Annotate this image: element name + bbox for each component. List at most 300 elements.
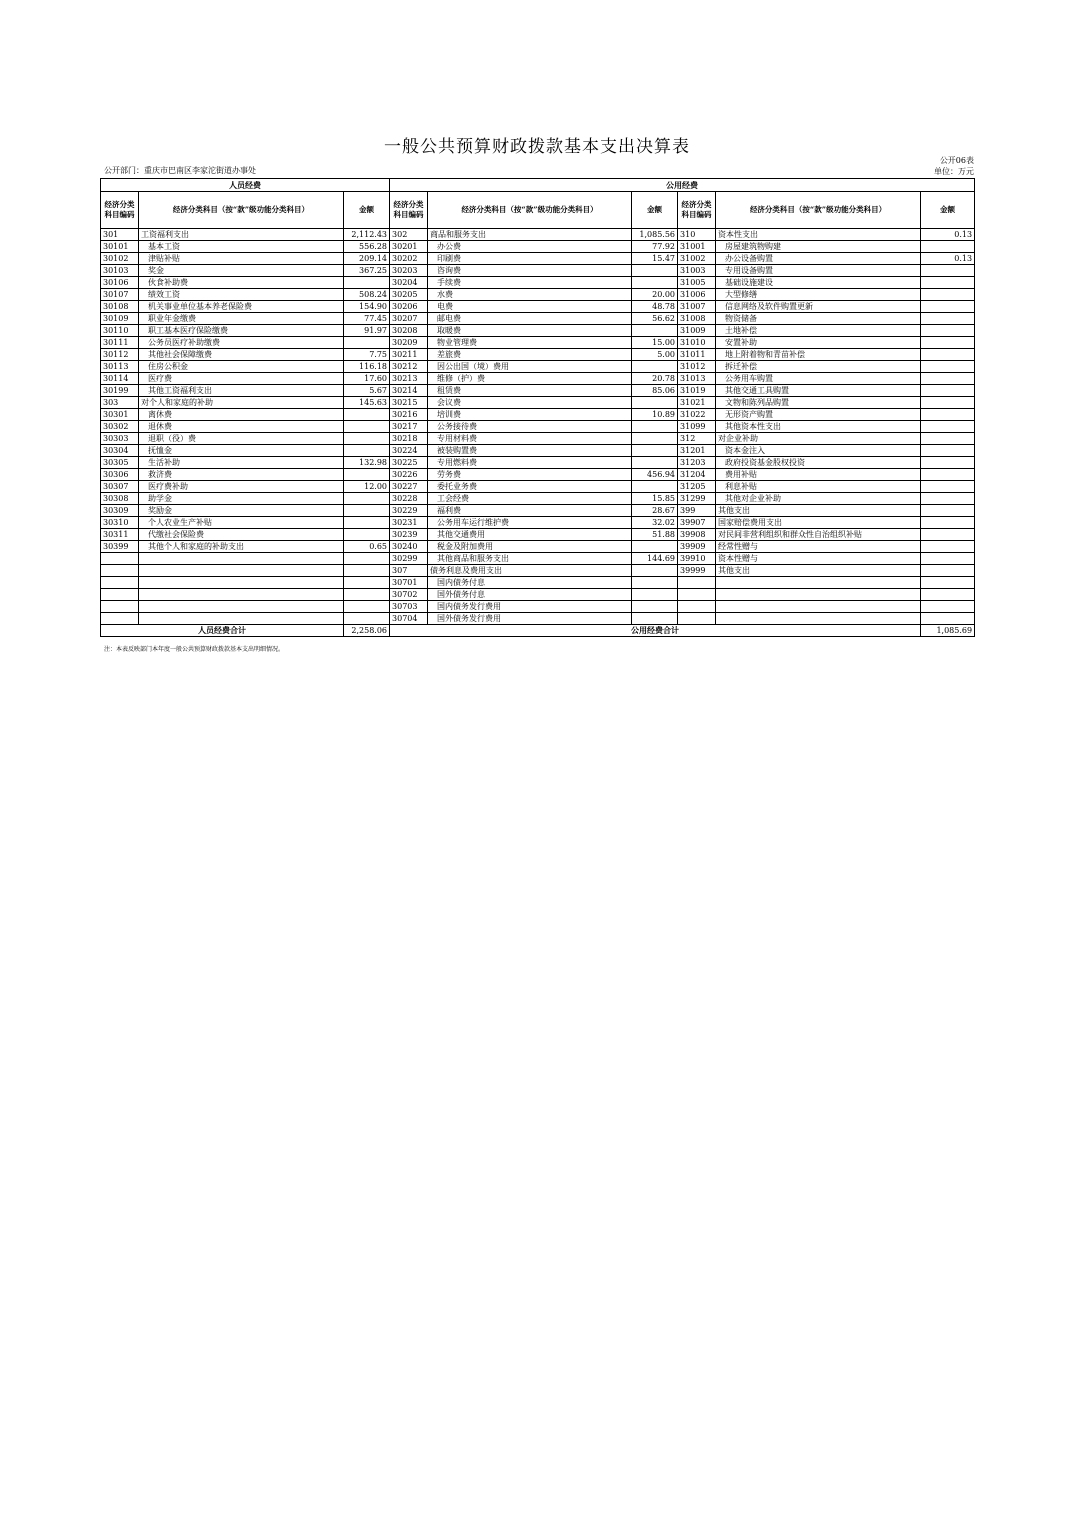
cell-amount: [344, 337, 390, 349]
cell-code: 30208: [390, 325, 428, 337]
cell-amount: [921, 349, 975, 361]
cell-code: 30218: [390, 433, 428, 445]
cell-name: 其他支出: [716, 505, 921, 517]
cell-code: 30202: [390, 253, 428, 265]
cell-code: 30310: [101, 517, 139, 529]
cell-amount: 91.97: [344, 325, 390, 337]
cell-code: 30205: [390, 289, 428, 301]
cell-amount: [921, 325, 975, 337]
cell-code: 310: [678, 229, 716, 241]
cell-amount: 0.65: [344, 541, 390, 553]
table-row: [101, 385, 975, 397]
cell-name: 国外债务发行费用: [428, 613, 632, 625]
cell-amount: [632, 433, 678, 445]
col-code-header: 经济分类科目编码: [101, 192, 139, 229]
cell-name: 地上附着物和青苗补偿: [716, 349, 921, 361]
cell-name: 大型修缮: [716, 289, 921, 301]
cell-amount: [344, 553, 390, 565]
cell-amount: [632, 265, 678, 277]
cell-name: [139, 565, 344, 577]
cell-code: [678, 589, 716, 601]
cell-amount: [921, 553, 975, 565]
cell-name: 电费: [428, 301, 632, 313]
cell-code: 31201: [678, 445, 716, 457]
cell-amount: [632, 577, 678, 589]
cell-amount: [921, 361, 975, 373]
cell-name: 培训费: [428, 409, 632, 421]
col-name-header: 经济分类科目（按“款”级功能分类科目）: [716, 192, 921, 229]
table-row: [101, 565, 975, 577]
cell-amount: [632, 457, 678, 469]
cell-code: 30302: [101, 421, 139, 433]
cell-amount: 17.60: [344, 373, 390, 385]
cell-code: 30303: [101, 433, 139, 445]
cell-amount: [632, 565, 678, 577]
cell-name: 土地补偿: [716, 325, 921, 337]
cell-amount: [921, 577, 975, 589]
cell-name: 物业管理费: [428, 337, 632, 349]
cell-amount: 77.92: [632, 241, 678, 253]
cell-amount: [344, 445, 390, 457]
cell-code: 30306: [101, 469, 139, 481]
cell-amount: [921, 433, 975, 445]
public-total-label: 公用经费合计: [390, 625, 921, 637]
table-row: [101, 337, 975, 349]
col-code-header: 经济分类科目编码: [678, 192, 716, 229]
table-row: [101, 373, 975, 385]
cell-code: 301: [101, 229, 139, 241]
cell-code: 31099: [678, 421, 716, 433]
table-row: [101, 409, 975, 421]
cell-amount: 132.98: [344, 457, 390, 469]
cell-code: 30204: [390, 277, 428, 289]
cell-code: 39910: [678, 553, 716, 565]
cell-name: 债务利息及费用支出: [428, 565, 632, 577]
cell-name: 其他工资福利支出: [139, 385, 344, 397]
cell-name: 委托业务费: [428, 481, 632, 493]
cell-amount: 209.14: [344, 253, 390, 265]
cell-name: [716, 601, 921, 613]
cell-code: 30106: [101, 277, 139, 289]
cell-amount: [632, 589, 678, 601]
group-header-public: 公用经费: [390, 179, 975, 192]
cell-amount: [344, 277, 390, 289]
cell-code: 31022: [678, 409, 716, 421]
col-code-header: 经济分类科目编码: [390, 192, 428, 229]
cell-amount: 0.13: [921, 253, 975, 265]
cell-name: [716, 577, 921, 589]
cell-amount: [921, 313, 975, 325]
cell-code: 31012: [678, 361, 716, 373]
cell-name: 国家赔偿费用支出: [716, 517, 921, 529]
cell-amount: 367.25: [344, 265, 390, 277]
cell-name: 医疗费补助: [139, 481, 344, 493]
cell-amount: 20.78: [632, 373, 678, 385]
cell-name: 差旅费: [428, 349, 632, 361]
cell-code: 30227: [390, 481, 428, 493]
cell-code: 302: [390, 229, 428, 241]
cell-name: 对民间非营利组织和群众性自治组织补贴: [716, 529, 921, 541]
cell-code: 30207: [390, 313, 428, 325]
col-name-header: 经济分类科目（按“款”级功能分类科目）: [428, 192, 632, 229]
cell-name: 医疗费: [139, 373, 344, 385]
cell-amount: [921, 385, 975, 397]
cell-code: 30217: [390, 421, 428, 433]
cell-code: 30103: [101, 265, 139, 277]
footnote: 注：本表反映部门本年度一般公共预算财政拨款基本支出明细情况。: [104, 646, 285, 653]
cell-amount: [921, 565, 975, 577]
cell-code: 30239: [390, 529, 428, 541]
cell-name: 被装购置费: [428, 445, 632, 457]
cell-amount: [921, 589, 975, 601]
cell-name: 其他社会保障缴费: [139, 349, 344, 361]
cell-name: 绩效工资: [139, 289, 344, 301]
form-number: 公开06表: [939, 156, 974, 165]
cell-amount: [921, 397, 975, 409]
cell-code: 31204: [678, 469, 716, 481]
cell-code: 30305: [101, 457, 139, 469]
cell-name: [716, 613, 921, 625]
cell-amount: 456.94: [632, 469, 678, 481]
cell-code: 30110: [101, 325, 139, 337]
cell-code: 30226: [390, 469, 428, 481]
cell-code: 30703: [390, 601, 428, 613]
cell-code: 30702: [390, 589, 428, 601]
cell-amount: [344, 433, 390, 445]
cell-code: 30701: [390, 577, 428, 589]
cell-amount: 10.89: [632, 409, 678, 421]
table-row: [101, 517, 975, 529]
cell-amount: 32.02: [632, 517, 678, 529]
cell-name: 办公费: [428, 241, 632, 253]
cell-amount: [921, 601, 975, 613]
cell-code: 303: [101, 397, 139, 409]
col-name-header: 经济分类科目（按“款”级功能分类科目）: [139, 192, 344, 229]
cell-code: 30215: [390, 397, 428, 409]
cell-name: 文物和陈列品购置: [716, 397, 921, 409]
cell-amount: [344, 601, 390, 613]
cell-code: 31013: [678, 373, 716, 385]
cell-amount: [632, 277, 678, 289]
cell-code: [678, 601, 716, 613]
cell-code: 31203: [678, 457, 716, 469]
cell-code: [101, 577, 139, 589]
cell-name: 邮电费: [428, 313, 632, 325]
cell-name: 手续费: [428, 277, 632, 289]
cell-code: 307: [390, 565, 428, 577]
cell-name: 房屋建筑物购建: [716, 241, 921, 253]
table-row: [101, 301, 975, 313]
cell-name: 奖励金: [139, 505, 344, 517]
cell-amount: 2,112.43: [344, 229, 390, 241]
cell-amount: [921, 493, 975, 505]
cell-amount: [921, 457, 975, 469]
cell-amount: 556.28: [344, 241, 390, 253]
table-row: [101, 313, 975, 325]
cell-amount: [921, 481, 975, 493]
cell-amount: 5.67: [344, 385, 390, 397]
col-amount-header: 金额: [344, 192, 390, 229]
cell-name: 信息网络及软件购置更新: [716, 301, 921, 313]
cell-code: 30299: [390, 553, 428, 565]
cell-amount: 12.00: [344, 481, 390, 493]
cell-name: 其他商品和服务支出: [428, 553, 632, 565]
cell-amount: [344, 565, 390, 577]
cell-name: 对企业补助: [716, 433, 921, 445]
cell-name: 水费: [428, 289, 632, 301]
cell-amount: [344, 469, 390, 481]
cell-code: 30240: [390, 541, 428, 553]
cell-name: 税金及附加费用: [428, 541, 632, 553]
table-row: [101, 601, 975, 613]
cell-name: 资本性赠与: [716, 553, 921, 565]
cell-code: 31299: [678, 493, 716, 505]
cell-name: 助学金: [139, 493, 344, 505]
cell-code: 31011: [678, 349, 716, 361]
table-row: [101, 253, 975, 265]
cell-name: [139, 613, 344, 625]
cell-name: 其他交通工具购置: [716, 385, 921, 397]
cell-code: [101, 589, 139, 601]
cell-name: 对个人和家庭的补助: [139, 397, 344, 409]
cell-code: 30309: [101, 505, 139, 517]
cell-name: 其他对企业补助: [716, 493, 921, 505]
cell-amount: [921, 517, 975, 529]
col-amount-header: 金额: [632, 192, 678, 229]
cell-name: 无形资产购置: [716, 409, 921, 421]
cell-amount: [921, 373, 975, 385]
cell-name: 专用设备购置: [716, 265, 921, 277]
cell-code: 30213: [390, 373, 428, 385]
cell-code: [678, 613, 716, 625]
table-row: [101, 457, 975, 469]
table-row: [101, 433, 975, 445]
cell-amount: 56.62: [632, 313, 678, 325]
cell-name: 经常性赠与: [716, 541, 921, 553]
table-row: [101, 229, 975, 241]
cell-code: 31001: [678, 241, 716, 253]
cell-amount: [632, 397, 678, 409]
cell-name: 工资福利支出: [139, 229, 344, 241]
cell-code: 30216: [390, 409, 428, 421]
cell-name: 取暖费: [428, 325, 632, 337]
cell-amount: [921, 469, 975, 481]
cell-amount: [344, 589, 390, 601]
cell-name: 基础设施建设: [716, 277, 921, 289]
cell-code: 31009: [678, 325, 716, 337]
cell-name: 其他资本性支出: [716, 421, 921, 433]
cell-code: 31006: [678, 289, 716, 301]
cell-amount: 15.47: [632, 253, 678, 265]
cell-code: 31007: [678, 301, 716, 313]
cell-amount: [921, 529, 975, 541]
cell-name: 工会经费: [428, 493, 632, 505]
cell-code: 31205: [678, 481, 716, 493]
cell-name: 公务员医疗补助缴费: [139, 337, 344, 349]
public-total-value: 1,085.69: [921, 625, 975, 637]
cell-amount: 28.67: [632, 505, 678, 517]
expenditure-table: [100, 178, 975, 637]
cell-name: 基本工资: [139, 241, 344, 253]
cell-name: 利息补贴: [716, 481, 921, 493]
table-row: [101, 553, 975, 565]
table-row: [101, 361, 975, 373]
cell-name: 专用材料费: [428, 433, 632, 445]
cell-code: 30214: [390, 385, 428, 397]
cell-name: 劳务费: [428, 469, 632, 481]
cell-amount: [921, 289, 975, 301]
cell-amount: 85.06: [632, 385, 678, 397]
cell-amount: 51.88: [632, 529, 678, 541]
cell-name: 伙食补助费: [139, 277, 344, 289]
cell-code: [101, 613, 139, 625]
cell-code: 30211: [390, 349, 428, 361]
cell-code: 30108: [101, 301, 139, 313]
personnel-total-value: 2,258.06: [344, 625, 390, 637]
table-row: [101, 577, 975, 589]
cell-name: 其他交通费用: [428, 529, 632, 541]
cell-code: 30206: [390, 301, 428, 313]
cell-code: 30231: [390, 517, 428, 529]
cell-name: 国内债务付息: [428, 577, 632, 589]
cell-name: 商品和服务支出: [428, 229, 632, 241]
cell-name: 物资储备: [716, 313, 921, 325]
col-amount-header: 金额: [921, 192, 975, 229]
cell-amount: [632, 361, 678, 373]
table-row: [101, 241, 975, 253]
table-row: [101, 421, 975, 433]
cell-code: 30101: [101, 241, 139, 253]
cell-code: 30203: [390, 265, 428, 277]
cell-amount: [921, 241, 975, 253]
cell-code: 30109: [101, 313, 139, 325]
cell-name: 退休费: [139, 421, 344, 433]
cell-amount: [921, 613, 975, 625]
cell-name: 抚恤金: [139, 445, 344, 457]
group-header-personnel: 人员经费: [101, 179, 390, 192]
cell-name: 离休费: [139, 409, 344, 421]
cell-code: 39999: [678, 565, 716, 577]
cell-code: 30113: [101, 361, 139, 373]
cell-amount: [344, 493, 390, 505]
cell-amount: [344, 409, 390, 421]
cell-code: 399: [678, 505, 716, 517]
cell-code: 30114: [101, 373, 139, 385]
cell-name: 会议费: [428, 397, 632, 409]
table-row: [101, 541, 975, 553]
cell-amount: [921, 445, 975, 457]
cell-amount: [632, 613, 678, 625]
cell-amount: [921, 337, 975, 349]
cell-name: [139, 601, 344, 613]
cell-amount: [344, 577, 390, 589]
cell-code: 30704: [390, 613, 428, 625]
cell-name: 救济费: [139, 469, 344, 481]
cell-amount: 15.85: [632, 493, 678, 505]
cell-amount: [921, 421, 975, 433]
cell-amount: [344, 517, 390, 529]
cell-name: 印刷费: [428, 253, 632, 265]
table-row: [101, 349, 975, 361]
cell-code: 30311: [101, 529, 139, 541]
cell-code: 30199: [101, 385, 139, 397]
cell-code: 39908: [678, 529, 716, 541]
table-row: [101, 493, 975, 505]
cell-amount: [344, 613, 390, 625]
cell-name: 奖金: [139, 265, 344, 277]
cell-code: 39907: [678, 517, 716, 529]
cell-amount: [921, 541, 975, 553]
cell-name: 国内债务发行费用: [428, 601, 632, 613]
cell-amount: 5.00: [632, 349, 678, 361]
table-row: [101, 289, 975, 301]
cell-code: [101, 565, 139, 577]
cell-code: 30209: [390, 337, 428, 349]
cell-amount: 1,085.56: [632, 229, 678, 241]
cell-code: 30308: [101, 493, 139, 505]
cell-name: 资本性支出: [716, 229, 921, 241]
cell-code: 31005: [678, 277, 716, 289]
cell-name: [139, 577, 344, 589]
cell-amount: 145.63: [344, 397, 390, 409]
cell-code: 30107: [101, 289, 139, 301]
page-title: 一般公共预算财政拨款基本支出决算表: [384, 137, 690, 157]
cell-amount: 0.13: [921, 229, 975, 241]
cell-name: 公务用车购置: [716, 373, 921, 385]
cell-code: 30224: [390, 445, 428, 457]
cell-name: 公务接待费: [428, 421, 632, 433]
cell-code: 31021: [678, 397, 716, 409]
cell-code: 39909: [678, 541, 716, 553]
table-row: [101, 505, 975, 517]
cell-code: 30229: [390, 505, 428, 517]
cell-amount: [921, 265, 975, 277]
cell-name: 专用燃料费: [428, 457, 632, 469]
cell-name: 退职（役）费: [139, 433, 344, 445]
table-row: [101, 529, 975, 541]
table-row: [101, 445, 975, 457]
cell-amount: [632, 325, 678, 337]
table-row: [101, 481, 975, 493]
cell-amount: [632, 481, 678, 493]
cell-code: 31010: [678, 337, 716, 349]
department-label: 公开部门：重庆市巴南区李家沱街道办事处: [104, 166, 256, 175]
cell-name: 生活补助: [139, 457, 344, 469]
cell-amount: [632, 541, 678, 553]
cell-amount: [344, 421, 390, 433]
table-row: [101, 613, 975, 625]
unit-label: 单位：万元: [934, 167, 974, 176]
cell-amount: 116.18: [344, 361, 390, 373]
cell-name: 政府投资基金股权投资: [716, 457, 921, 469]
cell-amount: 48.78: [632, 301, 678, 313]
cell-amount: 15.00: [632, 337, 678, 349]
cell-name: [716, 589, 921, 601]
cell-amount: 508.24: [344, 289, 390, 301]
cell-code: 30201: [390, 241, 428, 253]
table-row: [101, 277, 975, 289]
cell-name: 资本金注入: [716, 445, 921, 457]
personnel-total-label: 人员经费合计: [101, 625, 344, 637]
cell-name: 公务用车运行维护费: [428, 517, 632, 529]
cell-name: 拆迁补偿: [716, 361, 921, 373]
cell-amount: [921, 409, 975, 421]
cell-amount: 144.69: [632, 553, 678, 565]
cell-name: 职工基本医疗保险缴费: [139, 325, 344, 337]
cell-code: 31008: [678, 313, 716, 325]
cell-code: [678, 577, 716, 589]
table-row: [101, 325, 975, 337]
